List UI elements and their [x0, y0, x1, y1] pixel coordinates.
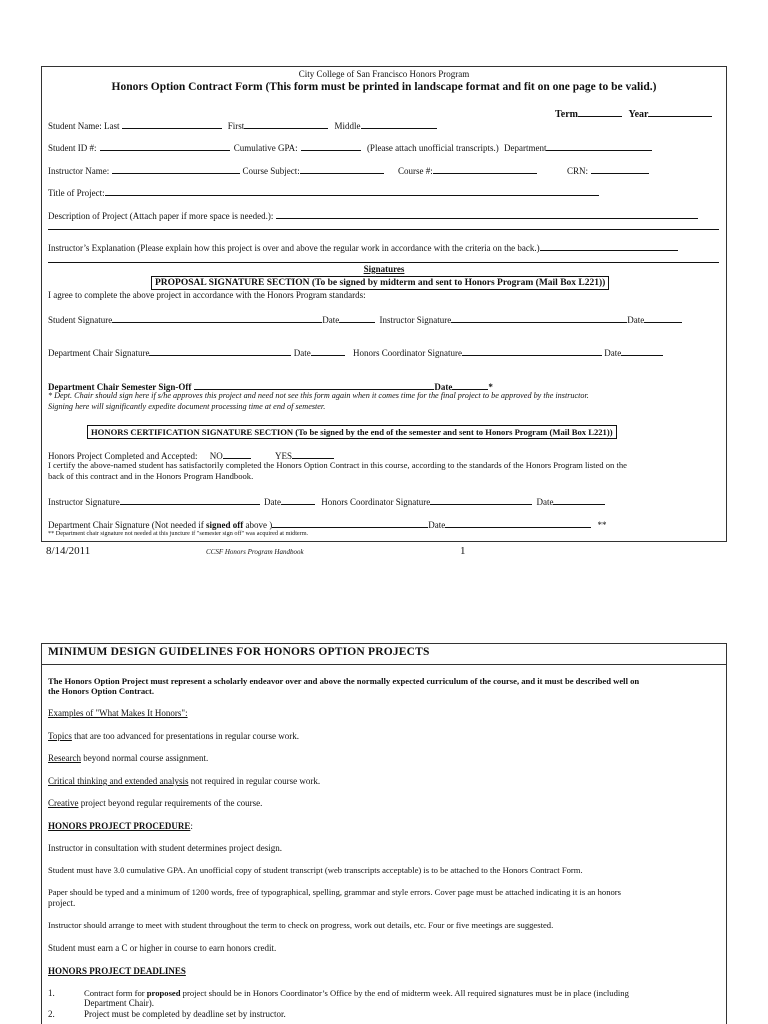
proposal-section-title: PROPOSAL SIGNATURE SECTION (To be signed by midterm and sent to Honors Program (Mail Box L221)) [151, 276, 609, 290]
course-number-label: Course #: [397, 166, 433, 176]
double-asterisk: ** [597, 520, 607, 530]
final-instructor-date[interactable] [281, 495, 315, 505]
instructor-signature-label: Instructor Signature [48, 497, 120, 507]
date-label: Date [536, 497, 554, 507]
gpa-label: Cumulative GPA: [233, 143, 298, 153]
deadline-1-number: 1. [48, 988, 55, 998]
date-label: Date [428, 520, 446, 530]
deadline-1-bold: proposed [146, 988, 181, 998]
description-label: Description of Project (Attach paper if more space is needed.): [48, 211, 274, 221]
explanation-field[interactable] [540, 241, 678, 251]
student-signature-date[interactable] [339, 313, 375, 323]
completed-label: Honors Project Completed and Accepted: [48, 451, 198, 461]
footer-page-number: 1 [460, 545, 466, 557]
example-topics-key: Topics [48, 731, 72, 741]
semester-signoff-label: Department Chair Semester Sign-Off [48, 382, 192, 392]
example-topics [48, 731, 299, 741]
student-id-label: Student ID #: [48, 143, 97, 153]
instructor-signature-label: Instructor Signature [379, 315, 452, 325]
dept-chair-signature-label: Department Chair Signature [48, 348, 150, 358]
final-dept-chair-date[interactable] [445, 518, 591, 528]
student-id-field[interactable] [100, 141, 230, 151]
yes-label: YES [274, 451, 292, 461]
semester-signoff-field[interactable] [194, 380, 434, 390]
form-title: Honors Option Contract Form (This form must be printed in landscape format and fit on one page to be valid.) [111, 81, 657, 93]
example-critical-key: Critical thinking and extended analysis [48, 776, 189, 786]
last-name-field[interactable] [122, 119, 222, 129]
footnote: ** Department chair signature not needed at this juncture if "semester sign off" was acquired at midterm. [48, 530, 309, 537]
examples-heading: Examples of "What Makes It Honors": [48, 708, 188, 718]
course-subject-field[interactable] [300, 164, 384, 174]
footer-date: 8/14/2011 [46, 545, 91, 557]
certify-text-2: back of this contract and in the Honors Program Handbook. [48, 471, 254, 481]
course-subject-label: Course Subject: [242, 166, 300, 176]
student-name-label: Student Name: Last [48, 121, 120, 131]
student-signature-row [48, 313, 682, 325]
instructor-row [48, 164, 649, 176]
date-label: Date [627, 315, 645, 325]
deadline-2-number: 2. [48, 1009, 55, 1019]
project-title-field[interactable] [105, 186, 599, 196]
deadline-1-line-1 [84, 988, 629, 998]
procedure-heading: HONORS PROJECT PROCEDURE [48, 821, 191, 831]
example-creative-key: Creative [48, 798, 79, 808]
final-dept-chair-row [48, 518, 606, 530]
agree-text: I agree to complete the above project in accordance with the Honors Program standards: [48, 290, 366, 300]
dept-chair-signature-date[interactable] [311, 346, 345, 356]
certify-text-1: I certify the above-named student has satisfactorily completed the Honors Option Contract in this course, according to the standards of the Honors Program listed on the [48, 460, 627, 470]
dept-chair-signature-field[interactable] [149, 346, 291, 356]
example-research-key: Research [48, 753, 81, 763]
signatures-heading: Signatures [363, 264, 405, 274]
project-title-row [48, 186, 599, 198]
deadline-1-post: project should be in Honors Coordinator’s Office by the end of midterm week. All required signatures must be in place (including [180, 988, 629, 998]
procedure-3-line-2: project. [48, 898, 76, 908]
certification-section-title: HONORS CERTIFICATION SIGNATURE SECTION (To be signed by the end of the semester and sent to Honors Program (Mail Box L221)) [87, 425, 617, 439]
semester-signoff-date[interactable] [452, 380, 488, 390]
description-row [48, 209, 698, 221]
above-label: above ) [245, 520, 273, 530]
signed-off-label: signed off [205, 520, 244, 530]
instructor-name-label: Instructor Name: [48, 166, 110, 176]
description-line-2[interactable] [48, 229, 719, 230]
instructor-signature-field[interactable] [451, 313, 627, 323]
middle-name-label: Middle [334, 121, 361, 131]
procedure-5: Student must earn a C or higher in course to earn honors credit. [48, 943, 277, 953]
deadlines-heading: HONORS PROJECT DEADLINES [48, 966, 186, 976]
example-critical [48, 776, 320, 786]
guidelines-intro-1: The Honors Option Project must represent a scholarly endeavor over and above the normally expected curriculum of the course, and it must be described well on [48, 676, 640, 686]
middle-name-field[interactable] [361, 119, 437, 129]
intro-2-text: the Honors Option Contract [48, 686, 152, 696]
dept-chair-signature-row [48, 346, 663, 358]
honors-coord-signature-field[interactable] [462, 346, 602, 356]
procedure-3-line-1: Paper should be typed and a minimum of 1200 words, free of typographical, spelling, grammar and style errors. Cover page must be attached indicating it is an honors [48, 887, 622, 897]
procedure-4: Instructor should arrange to meet with student throughout the term to check on progress, work out details, etc. Four or five meetings are suggested. [48, 920, 554, 930]
deadline-2: Project must be completed by deadline set by instructor. [84, 1009, 286, 1019]
example-research [48, 753, 208, 763]
instructor-signature-date[interactable] [644, 313, 682, 323]
crn-field[interactable] [591, 164, 649, 174]
first-name-label: First [227, 121, 245, 131]
example-topics-text: that are too advanced for presentations in regular course work. [71, 731, 300, 741]
procedure-1: Instructor in consultation with student determines project design. [48, 843, 282, 853]
guidelines-intro-2: the Honors Option Contract. [48, 686, 154, 696]
final-honors-coord-signature-field[interactable] [430, 495, 532, 505]
term-field[interactable] [578, 107, 622, 117]
deadline-1-line-2: Department Chair). [84, 998, 154, 1008]
year-label: Year [628, 109, 649, 120]
yes-field[interactable] [292, 449, 334, 459]
description-field[interactable] [276, 209, 698, 219]
date-label: Date [322, 315, 340, 325]
signoff-note-1: * Dept. Chair should sign here if s/he approves this project and need not see this form again when it comes time for the final project to be approved by the instructor. [48, 391, 589, 400]
date-label: Date [293, 348, 311, 358]
example-creative-text: project beyond regular requirements of the course. [78, 798, 263, 808]
no-label: NO [209, 451, 223, 461]
procedure-heading-row: HONORS PROJECT PROCEDURE: [48, 821, 193, 831]
student-signature-label: Student Signature [48, 315, 113, 325]
department-label: Department [503, 143, 547, 153]
final-instructor-row [48, 495, 605, 507]
term-year-row [555, 107, 712, 120]
final-honors-coord-date[interactable] [553, 495, 605, 505]
first-name-field[interactable] [244, 119, 328, 129]
gpa-field[interactable] [301, 141, 361, 151]
date-label: Date [434, 382, 453, 392]
date-label: Date [604, 348, 622, 358]
honors-coord-signature-label: Honors Coordinator Signature [352, 348, 462, 358]
footer-handbook: CCSF Honors Program Handbook [206, 548, 304, 556]
dept-chair-not-needed-label: Department Chair Signature (Not needed if [48, 520, 204, 530]
student-name-row [48, 119, 437, 131]
no-field[interactable] [223, 449, 251, 459]
instructor-name-field[interactable] [112, 164, 240, 174]
example-creative [48, 798, 262, 808]
gpa-note: (Please attach unofficial transcripts.) [366, 143, 499, 153]
student-signature-field[interactable] [112, 313, 322, 323]
explanation-label: Instructor’s Explanation (Please explain how this project is over and above the regular work in accordance with the criteria on the back.) [48, 243, 540, 253]
guidelines-heading: MINIMUM DESIGN GUIDELINES FOR HONORS OPTION PROJECTS [48, 646, 430, 658]
signoff-note-2: Signing here will significantly expedite document processing time at end of semester. [48, 402, 326, 411]
course-number-field[interactable] [433, 164, 537, 174]
department-field[interactable] [546, 141, 652, 151]
final-dept-chair-signature-field[interactable] [272, 518, 428, 528]
final-instructor-signature-field[interactable] [120, 495, 260, 505]
deadline-1-pre: Contract form for [84, 988, 147, 998]
term-label: Term [555, 109, 578, 120]
date-label: Date [263, 497, 281, 507]
explanation-line-2[interactable] [48, 262, 719, 263]
honors-coord-signature-label: Honors Coordinator Signature [321, 497, 431, 507]
honors-coord-signature-date[interactable] [621, 346, 663, 356]
explanation-row [48, 241, 678, 253]
project-title-label: Title of Project: [48, 188, 105, 198]
year-field[interactable] [648, 107, 712, 117]
college-line: City College of San Francisco Honors Program [298, 69, 470, 79]
example-critical-text: not required in regular course work. [188, 776, 321, 786]
student-id-row [48, 141, 652, 153]
procedure-2: Student must have 3.0 cumulative GPA. An unofficial copy of student transcript (web transcripts acceptable) is to be attached to the Honors Contract Form. [48, 865, 583, 875]
example-research-text: beyond normal course assignment. [80, 753, 209, 763]
asterisk: * [488, 382, 493, 392]
crn-label: CRN: [566, 166, 588, 176]
